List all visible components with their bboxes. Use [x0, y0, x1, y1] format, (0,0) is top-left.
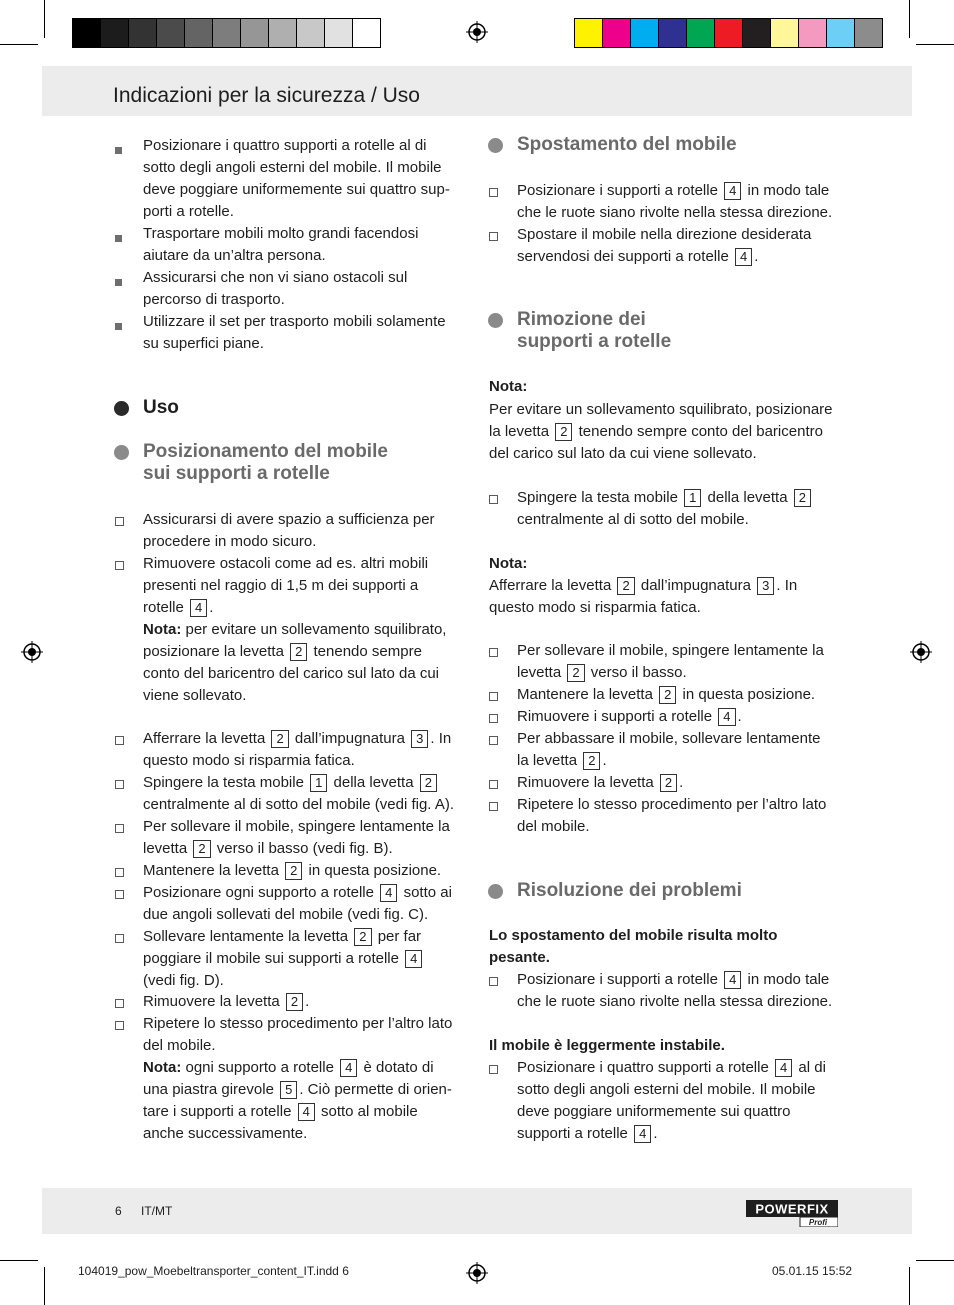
gray-swatch: [129, 19, 157, 47]
note-line: viene sollevato.: [143, 687, 247, 704]
ref-number: 2: [583, 752, 600, 770]
logo-sub-text: Profi: [808, 1218, 828, 1227]
checkbox-icon: [489, 1065, 498, 1074]
step-line: questo modo si risparmia fatica.: [143, 752, 355, 769]
heading-line: supporti a rotelle: [517, 331, 672, 352]
step-line: procedere in modo sicuro.: [143, 533, 317, 550]
step-line: deve poggiare uniformemente sui quattro: [517, 1103, 791, 1120]
powerfix-logo: [746, 1200, 838, 1227]
step-line: [143, 991, 309, 1013]
note-line: [489, 575, 797, 597]
text: servendosi dei supporti a rotelle: [517, 248, 729, 265]
ref-number: 4: [405, 950, 422, 968]
note-line: [143, 1101, 418, 1123]
text: in modo tale: [747, 182, 830, 199]
bullet-icon: [115, 235, 122, 242]
text: tenendo sempre conto del baricentro: [578, 423, 823, 440]
text: tare i supporti a rotelle: [143, 1103, 292, 1120]
text: . In: [430, 730, 452, 747]
step-line: che le ruote siano rivolte nella stessa direzione.: [517, 993, 833, 1010]
ref-number: 4: [340, 1059, 357, 1077]
step-line: Per sollevare il mobile, spingere lentamente la: [143, 818, 450, 835]
text: dall’impugnatura: [294, 730, 405, 747]
step-line: [517, 246, 758, 268]
ref-number: 2: [286, 993, 303, 1011]
checkbox-icon: [489, 648, 498, 657]
ref-number: 1: [684, 489, 701, 507]
checkbox-icon: [115, 736, 124, 745]
ref-number: 4: [724, 182, 741, 200]
checkbox-icon: [489, 736, 498, 745]
text: Spingere la testa mobile: [143, 774, 304, 791]
step-line: del mobile.: [143, 1037, 216, 1054]
text: Posizionare i supporti a rotelle: [517, 971, 718, 988]
step-line: [143, 926, 421, 948]
page-title: Indicazioni per la sicurezza / Uso: [113, 84, 420, 107]
gray-swatch: [185, 19, 213, 47]
checkbox-icon: [489, 714, 498, 723]
crop-mark: [909, 0, 910, 38]
text: Posizionare i supporti a rotelle: [517, 182, 718, 199]
ref-number: 2: [290, 643, 307, 661]
step-line: Spostare il mobile nella direzione desiderata: [517, 226, 812, 243]
text: in questa posizione.: [682, 686, 816, 703]
text: Rimuovere la levetta: [517, 774, 654, 791]
step-line: [517, 1123, 657, 1145]
file-slug: 104019_pow_Moebeltransporter_content_IT.indd 6: [78, 1264, 349, 1278]
step-line: [517, 706, 742, 728]
text: supporti a rotelle: [517, 1125, 628, 1142]
text: levetta: [143, 840, 188, 857]
text: . In: [776, 577, 798, 594]
ref-number: 4: [718, 708, 735, 726]
color-swatch: [771, 19, 799, 47]
step-line: [143, 728, 451, 750]
step-line: [517, 1057, 826, 1079]
ref-number: 4: [190, 599, 207, 617]
step-line: [517, 750, 607, 772]
ref-number: 4: [634, 1125, 651, 1143]
step-line: che le ruote siano rivolte nella stessa direzione.: [517, 204, 833, 221]
color-swatch: [659, 19, 687, 47]
text: Posizionare i quattro supporti a rotelle: [517, 1059, 769, 1076]
text: ogni supporto a rotelle: [185, 1059, 334, 1076]
text: in questa posizione.: [308, 862, 442, 879]
step-line: sotto degli angoli esterni del mobile. Il mobile: [517, 1081, 816, 1098]
step-line: [517, 487, 813, 509]
text: .: [754, 248, 759, 265]
step-line: Assicurarsi di avere spazio a sufficienza per: [143, 511, 435, 528]
text: per evitare un sollevamento squilibrato,: [185, 621, 447, 638]
text: al di: [798, 1059, 826, 1076]
bullet-icon: [115, 147, 122, 154]
color-swatch: [799, 19, 827, 47]
step-line: [143, 772, 439, 794]
text: Afferrare la levetta: [143, 730, 266, 747]
checkbox-icon: [115, 517, 124, 526]
step-line: Per abbassare il mobile, sollevare lentamente: [517, 730, 821, 747]
color-swatch: [827, 19, 855, 47]
heading-dot-icon: [114, 401, 129, 416]
text: della levetta: [333, 774, 414, 791]
step-line: [143, 838, 393, 860]
heading-line: Rimozione dei: [517, 309, 646, 330]
ref-number: 2: [659, 686, 676, 704]
text: .: [602, 752, 607, 769]
checkbox-icon: [489, 692, 498, 701]
note-line: questo modo si risparmia fatica.: [489, 599, 701, 616]
heading-dot-icon: [114, 445, 129, 460]
crop-mark: [909, 1267, 910, 1305]
text: rotelle: [143, 599, 184, 616]
ref-number: 1: [310, 774, 327, 792]
text: Mantenere la levetta: [143, 862, 279, 879]
checkbox-icon: [489, 495, 498, 504]
crop-mark: [916, 1260, 954, 1261]
ref-number: 2: [617, 577, 634, 595]
text: per far: [377, 928, 422, 945]
section-heading-problemi: Risoluzione dei problemi: [517, 880, 742, 901]
ref-number: 3: [757, 577, 774, 595]
checkbox-icon: [115, 890, 124, 899]
crop-mark: [44, 1267, 45, 1305]
ref-number: 4: [724, 971, 741, 989]
text: una piastra girevole: [143, 1081, 274, 1098]
step-line: due angoli sollevati del mobile (vedi fig. C).: [143, 906, 429, 923]
note-line: conto del baricentro del carico sul lato da cui: [143, 665, 440, 682]
note-line: del carico sul lato da cui viene sollevato.: [489, 445, 757, 462]
ref-number: 3: [411, 730, 428, 748]
color-swatch: [715, 19, 743, 47]
checkbox-icon: [489, 780, 498, 789]
text: .: [209, 599, 214, 616]
color-swatch: [575, 19, 603, 47]
ref-number: 2: [193, 840, 210, 858]
note-label: Nota:: [489, 378, 528, 395]
gray-swatch: [325, 19, 353, 47]
checkbox-icon: [115, 561, 124, 570]
section-heading-uso: Uso: [143, 397, 179, 418]
text: verso il basso.: [590, 664, 687, 681]
checkbox-icon: [489, 188, 498, 197]
text: la levetta: [489, 423, 550, 440]
note-line: [143, 1079, 452, 1101]
ref-number: 2: [285, 862, 302, 880]
step-line: Per sollevare il mobile, spingere lentamente la: [517, 642, 824, 659]
note-label: Nota:: [143, 621, 182, 638]
heading-dot-icon: [488, 313, 503, 328]
ref-number: 4: [735, 248, 752, 266]
note-line: [143, 619, 446, 641]
note-line: [489, 421, 823, 443]
color-swatch: [743, 19, 771, 47]
section-heading-rimozione: [517, 309, 671, 353]
checkbox-icon: [115, 780, 124, 789]
ref-number: 2: [567, 664, 584, 682]
ref-number: 4: [775, 1059, 792, 1077]
page-number: 6: [115, 1204, 122, 1218]
safety-item: Trasportare mobili molto grandi facendosi aiutare da un’altra persona.: [143, 225, 419, 264]
checkbox-icon: [115, 999, 124, 1008]
text: posizionare la levetta: [143, 643, 284, 660]
checkbox-icon: [489, 977, 498, 986]
text: .: [737, 708, 742, 725]
text: Spingere la testa mobile: [517, 489, 678, 506]
gray-swatch: [353, 19, 380, 47]
safety-item: Assicurarsi che non vi siano ostacoli sul percorso di trasporto.: [143, 269, 408, 308]
ref-number: 5: [280, 1081, 297, 1099]
color-swatch: [855, 19, 882, 47]
text: .: [305, 993, 310, 1010]
note-label: Nota:: [489, 555, 528, 572]
color-swatch: [631, 19, 659, 47]
text: la levetta: [517, 752, 578, 769]
heading-dot-icon: [488, 884, 503, 899]
heading-dot-icon: [488, 138, 503, 153]
step-line: [143, 597, 213, 619]
step-line: presenti nel raggio di 1,5 m dei supporti a: [143, 577, 419, 594]
step-line: [517, 684, 815, 706]
step-line: [517, 772, 683, 794]
problem-title: Il mobile è leggermente instabile.: [489, 1037, 725, 1054]
section-heading-spostamento: Spostamento del mobile: [517, 134, 737, 155]
text: levetta: [517, 664, 562, 681]
text: in modo tale: [747, 971, 830, 988]
language-code: IT/MT: [141, 1204, 173, 1218]
gray-swatch: [269, 19, 297, 47]
note-line: [143, 641, 422, 663]
step-line: Ripetere lo stesso procedimento per l’altro lato: [517, 796, 827, 813]
text: Mantenere la levetta: [517, 686, 653, 703]
step-line: centralmente al di sotto del mobile.: [517, 511, 749, 528]
note-line: [143, 1057, 434, 1079]
step-line: [517, 180, 829, 202]
bullet-icon: [115, 323, 122, 330]
ref-number: 4: [298, 1103, 315, 1121]
gray-swatch: [297, 19, 325, 47]
step-line: [143, 860, 441, 882]
step-line: [143, 882, 452, 904]
text: poggiare il mobile sui supporti a rotelle: [143, 950, 399, 967]
step-line: [517, 662, 687, 684]
step-line: del mobile.: [517, 818, 590, 835]
text: verso il basso (vedi fig. B).: [216, 840, 393, 857]
gray-swatch: [157, 19, 185, 47]
note-line: Per evitare un sollevamento squilibrato, posizionare: [489, 401, 833, 418]
ref-number: 2: [794, 489, 811, 507]
text: tenendo sempre: [313, 643, 422, 660]
heading-line: sui supporti a rotelle: [143, 463, 330, 484]
text: . Ciò permette di orien-: [299, 1081, 452, 1098]
ref-number: 2: [660, 774, 677, 792]
checkbox-icon: [115, 824, 124, 833]
crop-mark: [0, 44, 38, 45]
registration-mark-icon: [21, 641, 43, 663]
ref-number: 2: [271, 730, 288, 748]
step-line: Ripetere lo stesso procedimento per l’altro lato: [143, 1015, 453, 1032]
text: sotto al mobile: [321, 1103, 418, 1120]
safety-item: Utilizzare il set per trasporto mobili solamente su superfici piane.: [143, 313, 446, 352]
registration-mark-icon: [910, 641, 932, 663]
ref-number: 2: [420, 774, 437, 792]
section-heading-posizionamento: [143, 441, 388, 485]
checkbox-icon: [489, 802, 498, 811]
logo-text: POWERFIX: [755, 1201, 829, 1217]
text: Posizionare ogni supporto a rotelle: [143, 884, 374, 901]
gray-swatch: [213, 19, 241, 47]
safety-item: Posizionare i quattro supporti a rotelle al di sotto degli angoli esterni del mobile. Il mobile deve poggiare uniformemente sui quattro sup-porti a rotelle.: [143, 137, 450, 220]
step-line: [517, 969, 829, 991]
text: Rimuovere la levetta: [143, 993, 280, 1010]
note-line: anche successivamente.: [143, 1125, 308, 1142]
step-line: (vedi fig. D).: [143, 972, 224, 989]
text: .: [653, 1125, 658, 1142]
checkbox-icon: [115, 868, 124, 877]
text: .: [679, 774, 684, 791]
text: Afferrare la levetta: [489, 577, 612, 594]
color-swatch: [687, 19, 715, 47]
registration-mark-icon: [466, 21, 488, 43]
text: dall’impugnatura: [640, 577, 751, 594]
date-slug: 05.01.15 15:52: [772, 1264, 853, 1278]
text: Sollevare lentamente la levetta: [143, 928, 349, 945]
registration-mark-icon: [466, 1262, 488, 1284]
ref-number: 4: [380, 884, 397, 902]
ref-number: 2: [354, 928, 371, 946]
problem-title: pesante.: [489, 949, 550, 966]
step-line: Rimuovere ostacoli come ad es. altri mobili: [143, 555, 429, 572]
gray-swatch: [241, 19, 269, 47]
note-label: Nota:: [143, 1059, 182, 1076]
checkbox-icon: [115, 1021, 124, 1030]
color-swatch: [603, 19, 631, 47]
text: è dotato di: [363, 1059, 434, 1076]
problem-title: Lo spostamento del mobile risulta molto: [489, 927, 778, 944]
checkbox-icon: [115, 934, 124, 943]
ref-number: 2: [555, 423, 572, 441]
gray-calibration-bar: [72, 18, 381, 48]
step-line: centralmente al di sotto del mobile (vedi fig. A).: [143, 796, 454, 813]
crop-mark: [44, 0, 45, 38]
step-line: [143, 948, 424, 970]
crop-mark: [916, 44, 954, 45]
gray-swatch: [73, 19, 101, 47]
crop-mark: [0, 1260, 38, 1261]
text: sotto ai: [403, 884, 452, 901]
heading-line: Posizionamento del mobile: [143, 441, 388, 462]
text: della levetta: [707, 489, 788, 506]
text: Rimuovere i supporti a rotelle: [517, 708, 713, 725]
color-calibration-bar: [574, 18, 883, 48]
gray-swatch: [101, 19, 129, 47]
bullet-icon: [115, 279, 122, 286]
checkbox-icon: [489, 232, 498, 241]
